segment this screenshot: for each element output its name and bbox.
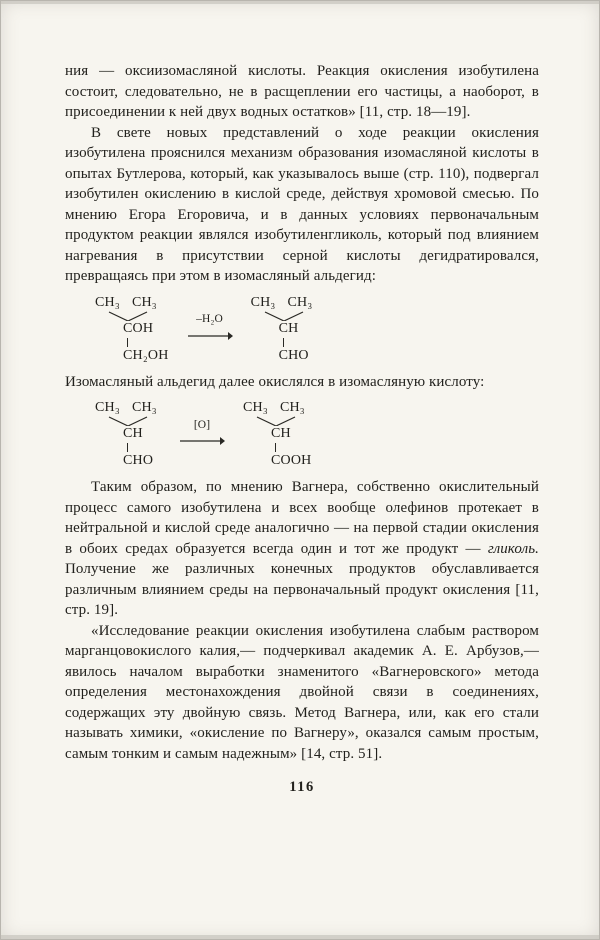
reaction-condition-label: –H₂O: [196, 313, 223, 326]
methyl-groups: [251, 296, 313, 310]
atom-label: CH: [271, 426, 291, 441]
atom-label: COH: [123, 320, 154, 336]
reaction-arrow: [187, 309, 233, 341]
methyl-groups: [95, 401, 157, 415]
reaction-condition-label: [O]: [193, 418, 211, 431]
chemical-equation-dehydration: [95, 296, 539, 363]
atom-label: CH: [278, 320, 299, 336]
text-column: [65, 61, 539, 798]
emphasized-term: гликоль.: [487, 540, 539, 557]
arrow-right-icon: [179, 436, 225, 446]
methyl-groups: [243, 401, 305, 415]
paragraph-text: Получение же различных конечных продуктов обуславливается различным влиянием среды на первоначальный продукт окисления [11, стр. 19].: [65, 561, 539, 618]
methyl-label: CH₃: [131, 400, 157, 415]
paragraph-arbuzov-quote: «Исследование реакции окисления изобутилена слабым раствором марганцовокислого калия,— подчеркивал академик А. Е. Арбузов,— явилось началом выработки знаменитого «Вагнеровского» метода определения местонахождения двойной связи в соединениях, содержащих эту двойную связь. Метод Вагнера, или, как его стали называть химики, «окисление по Вагнеру», оказался самым простым, самым тонким и самым надежным» [14, стр. 51].: [65, 622, 539, 762]
methyl-label: CH₃: [95, 294, 120, 310]
atom-label: CH: [123, 426, 143, 441]
atom-label: COOH: [271, 453, 312, 468]
bond-vee-icon: [243, 416, 309, 426]
methyl-label: CH₃: [250, 294, 276, 310]
structure-isobutyric-acid: [243, 401, 311, 468]
reaction-arrow: [179, 415, 225, 447]
arrow-right-icon: [187, 331, 233, 341]
methyl-groups: [95, 296, 157, 310]
bond-vee-icon: [95, 416, 161, 426]
methyl-label: CH₃: [243, 400, 268, 415]
methyl-label: CH₃: [279, 400, 305, 415]
chemical-equation-oxidation: [95, 401, 539, 468]
structure-isobutyraldehyde: [95, 401, 161, 468]
bond-vertical-icon: [127, 338, 128, 347]
bond-vertical-icon: [275, 443, 276, 452]
paragraph-butlerov-mechanism: В свете новых представлений о ходе реакции окисления изобутилена прояснился механизм образования изомасляной кислоты в опытах Бутлерова, который, как указывалось выше (стр. 110), подвергал изобутилен окислению в кислой среде, действуя хромовой смесью. По мнению Егора Егоровича, и в данных условиях первоначальным продуктом реакции являлся изобутиленгликоль, который под влиянием нагревания в присутствии серной кислоты дегидратировался, превращаясь при этом в изомасляный альдегид:: [65, 124, 539, 284]
structure-isobutylene-glycol: [95, 296, 169, 363]
atom-label: CHO: [278, 347, 309, 363]
methyl-label: CH₃: [287, 294, 313, 310]
bond-vee-icon: [95, 311, 161, 321]
bond-vee-icon: [251, 311, 317, 321]
paragraph-continuation: ния — оксиизомасляной кислоты. Реакция окисления изобутилена состоит, следовательно, не в расщеплении его частицы, а наоборот, в присоединении к ней двух водных остатков» [11, стр. 18—19].: [65, 63, 539, 120]
bond-vertical-icon: [283, 338, 284, 347]
structure-isobutyraldehyde: [251, 296, 317, 363]
paragraph-aldehyde-oxidation: Изомасляный альдегид далее окислялся в изомасляную кислоту:: [65, 373, 485, 390]
bond-vertical-icon: [127, 443, 128, 452]
paragraph-text: Таким образом, по мнению Вагнера, собственно окислительный процесс самого изобутилена и всех вообще олефинов протекает в нейтральной и кислой среде аналогично — на первой стадии окисления в обоих средах образуется всегда один и тот же продукт —: [65, 479, 539, 557]
atom-label: CH₂OH: [123, 347, 169, 363]
page-number: 116: [289, 779, 315, 795]
methyl-label: CH₃: [131, 294, 157, 310]
atom-label: CHO: [123, 453, 154, 468]
paragraph-wagner-conclusion: [65, 477, 539, 621]
methyl-label: CH₃: [95, 400, 120, 415]
